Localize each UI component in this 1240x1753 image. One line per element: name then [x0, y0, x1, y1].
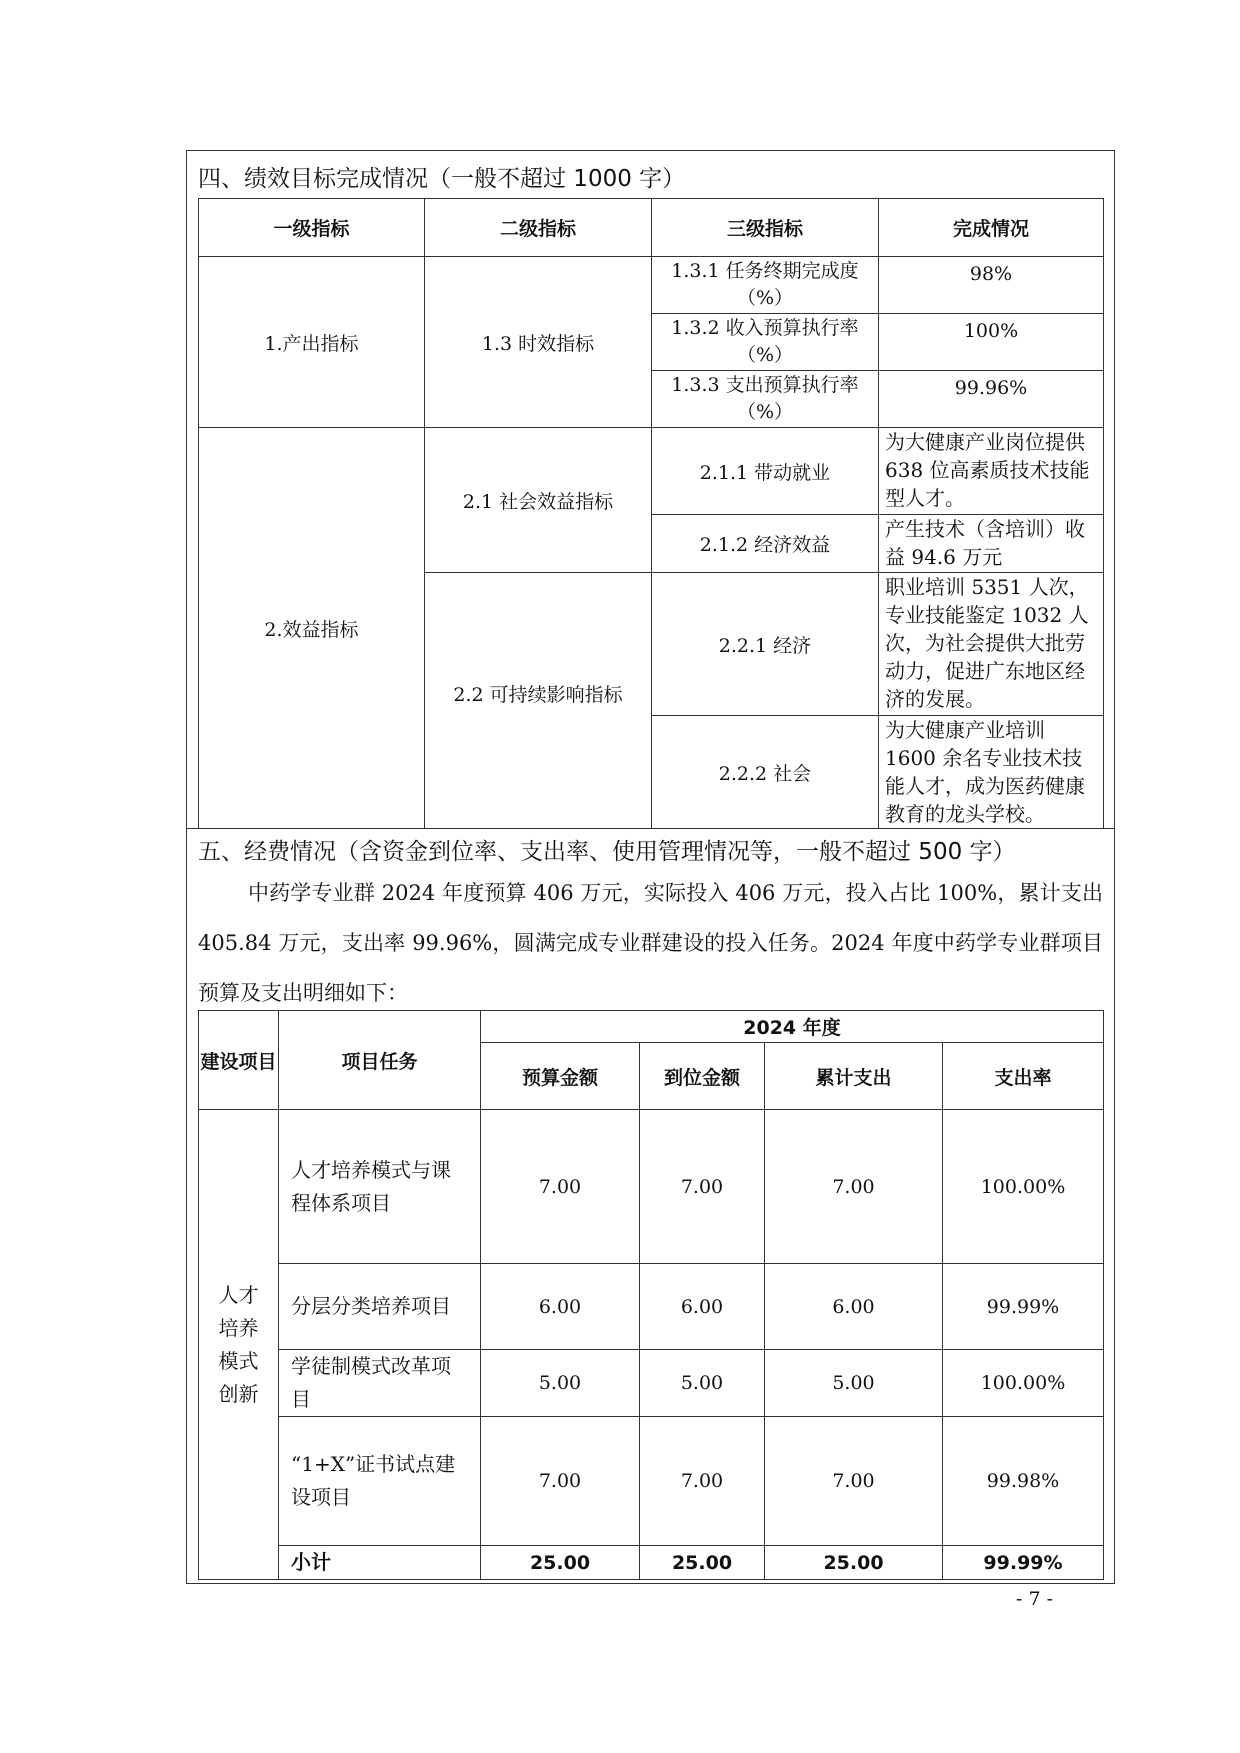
project-name: 人才培养模式创新 — [199, 1110, 279, 1580]
header-level1: 一级指标 — [199, 199, 425, 257]
indicator-2-2-1: 2.2.1 经济 — [652, 573, 879, 716]
performance-table — [198, 198, 1104, 829]
subtotal-row — [199, 1546, 1104, 1580]
received-amount: 7.00 — [640, 1417, 765, 1546]
budget-table — [198, 1010, 1104, 1580]
header-rate: 支出率 — [943, 1043, 1104, 1110]
subtotal-received: 25.00 — [640, 1546, 765, 1580]
indicator-2-2-2: 2.2.2 社会 — [652, 716, 879, 829]
output-indicator: 1.产出指标 — [199, 257, 425, 428]
indicator-2-1-2: 2.1.2 经济效益 — [652, 515, 879, 573]
header-project: 建设项目 — [199, 1011, 279, 1110]
table-row — [199, 1350, 1104, 1417]
header-level3: 三级指标 — [652, 199, 879, 257]
budget-amount: 6.00 — [481, 1264, 640, 1350]
spend-rate: 100.00% — [943, 1110, 1104, 1264]
value-1-3-3: 99.96% — [879, 371, 1104, 428]
value-2-2-1: 职业培训 5351 人次，专业技能鉴定 1032 人次，为社会提供大批劳动力，促进广东地区经济的发展。 — [879, 573, 1104, 716]
received-amount: 6.00 — [640, 1264, 765, 1350]
value-2-2-2: 为大健康产业培训 1600 余名专业技术技能人才，成为医药健康教育的龙头学校。 — [879, 716, 1104, 829]
spend-rate: 99.99% — [943, 1264, 1104, 1350]
subtotal-rate: 99.99% — [943, 1546, 1104, 1580]
table-row — [199, 257, 1104, 314]
funding-paragraph: 中药学专业群 2024 年度预算 406 万元，实际投入 406 万元，投入占比 100%，累计支出 405.84 万元，支出率 99.96%，圆满完成专业群建设的投入任务。2024 年度中药学专业群项目预算及支出明细如下： — [198, 881, 1103, 1005]
section4-title: 四、绩效目标完成情况（一般不超过 1000 字） — [198, 166, 686, 192]
header-level2: 二级指标 — [425, 199, 652, 257]
table-row — [199, 1417, 1104, 1546]
header-task: 项目任务 — [279, 1011, 481, 1110]
value-2-1-1: 为大健康产业岗位提供 638 位高素质技术技能型人才。 — [879, 428, 1104, 515]
spent-amount: 6.00 — [765, 1264, 943, 1350]
section5-title: 五、经费情况（含资金到位率、支出率、使用管理情况等，一般不超过 500 字） — [198, 839, 1016, 865]
subtotal-spent: 25.00 — [765, 1546, 943, 1580]
subtotal-label: 小计 — [279, 1546, 481, 1580]
page-number: - 7 - — [1016, 1588, 1054, 1610]
budget-amount: 5.00 — [481, 1350, 640, 1417]
header-year: 2024 年度 — [481, 1011, 1104, 1043]
indicator-2-1-1: 2.1.1 带动就业 — [652, 428, 879, 515]
spent-amount: 7.00 — [765, 1110, 943, 1264]
header-budget: 预算金额 — [481, 1043, 640, 1110]
indicator-1-3-2: 1.3.2 收入预算执行率（%） — [652, 314, 879, 371]
received-amount: 5.00 — [640, 1350, 765, 1417]
section-divider — [186, 828, 1115, 829]
indicator-1-3-1: 1.3.1 任务终期完成度（%） — [652, 257, 879, 314]
header-completion: 完成情况 — [879, 199, 1104, 257]
value-2-1-2: 产生技术（含培训）收益 94.6 万元 — [879, 515, 1104, 573]
indicator-1-3-3: 1.3.3 支出预算执行率（%） — [652, 371, 879, 428]
spend-rate: 100.00% — [943, 1350, 1104, 1417]
task-name: 人才培养模式与课程体系项目 — [279, 1110, 481, 1264]
received-amount: 7.00 — [640, 1110, 765, 1264]
task-name: “1+X”证书试点建设项目 — [279, 1417, 481, 1546]
task-name: 分层分类培养项目 — [279, 1264, 481, 1350]
value-1-3-1: 98% — [879, 257, 1104, 314]
spent-amount: 7.00 — [765, 1417, 943, 1546]
table-row — [199, 1110, 1104, 1264]
header-spent: 累计支出 — [765, 1043, 943, 1110]
budget-header-row — [199, 1011, 1104, 1043]
spend-rate: 99.98% — [943, 1417, 1104, 1546]
task-name: 学徒制模式改革项目 — [279, 1350, 481, 1417]
budget-amount: 7.00 — [481, 1417, 640, 1546]
value-1-3-2: 100% — [879, 314, 1104, 371]
header-received: 到位金额 — [640, 1043, 765, 1110]
budget-amount: 7.00 — [481, 1110, 640, 1264]
benefit-indicator: 2.效益指标 — [199, 428, 425, 829]
table-row — [199, 1264, 1104, 1350]
social-indicator: 2.1 社会效益指标 — [425, 428, 652, 573]
subtotal-budget: 25.00 — [481, 1546, 640, 1580]
timeliness-indicator: 1.3 时效指标 — [425, 257, 652, 428]
performance-header-row — [199, 199, 1104, 257]
sustain-indicator: 2.2 可持续影响指标 — [425, 573, 652, 829]
table-row — [199, 428, 1104, 515]
spent-amount: 5.00 — [765, 1350, 943, 1417]
